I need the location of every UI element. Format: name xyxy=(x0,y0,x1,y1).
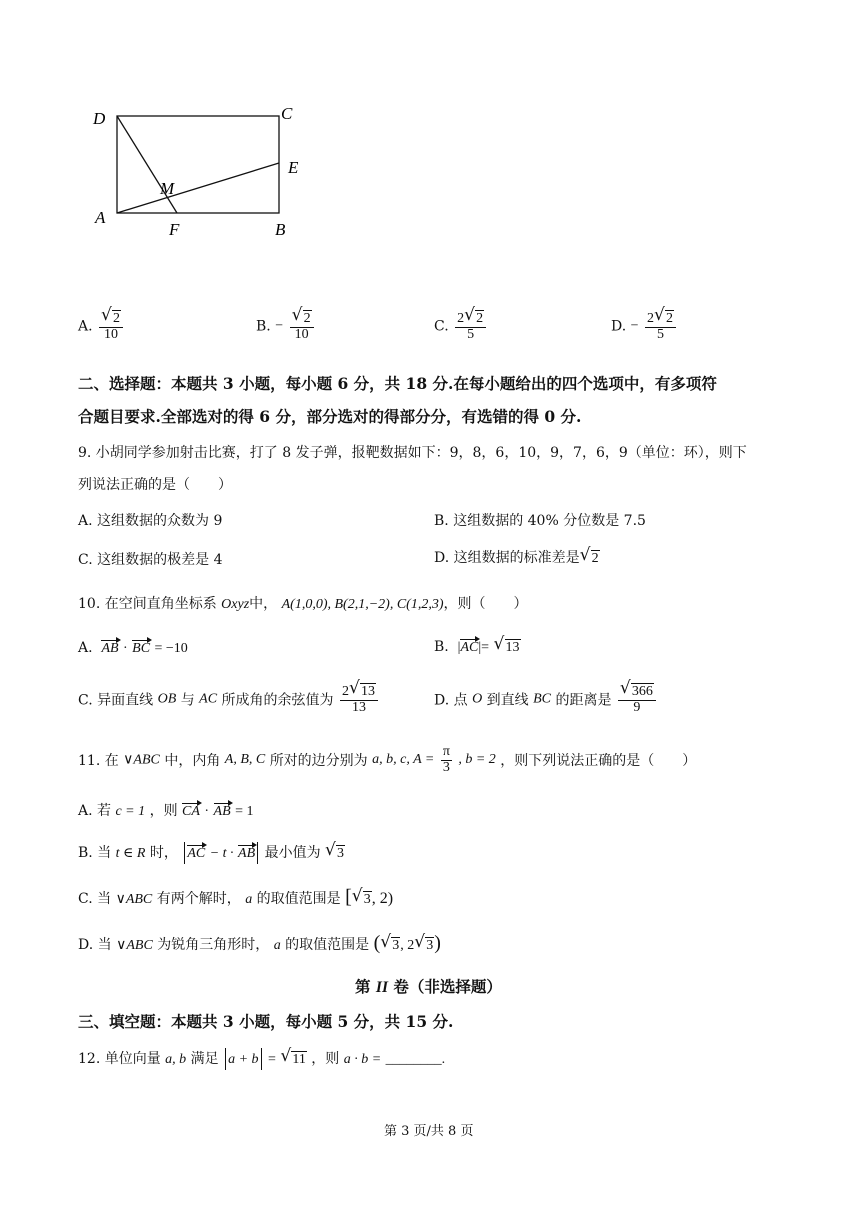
label-m: M xyxy=(160,179,175,198)
q8-option-d: D. − 2 √ 2 5 xyxy=(611,310,678,343)
part2-heading: 第 II 卷（非选择题） xyxy=(355,977,502,996)
q8-option-b: B. − √ 2 10 xyxy=(256,310,316,343)
q8-option-c: C. 2 √ 2 5 xyxy=(434,310,488,343)
q10-option-b: B. |AC|= √ 13 xyxy=(434,634,520,655)
q10-option-a: A. AB · BC = −10 xyxy=(78,640,188,656)
q9-stem-line1: 9. 小胡同学参加射击比赛，打了 8 发子弹，报靶数据如下：9，8，6，10，9，7，6，9（单位：环），则下 xyxy=(78,445,747,461)
q9-option-d: D. 这组数据的标准差是 √ 2 xyxy=(434,545,599,566)
label-c: C xyxy=(281,104,293,123)
rectangle-figure xyxy=(85,100,315,250)
label-d: D xyxy=(93,109,106,128)
segment-ae xyxy=(117,163,279,213)
page-footer: 第 3 页/共 8 页 xyxy=(384,1124,474,1139)
segment-df xyxy=(117,116,177,213)
q10-stem: 10. 在空间直角坐标系 Oxyz中， A(1,0,0), B(2,1,−2), C(1,2,3)，则（ ） xyxy=(78,596,528,612)
q8-option-a: A. √ 2 10 xyxy=(78,310,125,343)
label-e: E xyxy=(288,158,299,177)
label-b: B xyxy=(275,220,286,239)
q11-option-b: B. 当 t ∈ R 时， AC − t · AB 最小值为 √ 3 xyxy=(78,842,345,864)
rectangle-abcd xyxy=(117,116,279,213)
q9-stem-line2: 列说法正确的是（ ） xyxy=(78,477,232,493)
label-a: A xyxy=(95,208,106,227)
section2-line2: 合题目要求.全部选对的得 6 分，部分选对的得部分分，有选错的得 0 分. xyxy=(78,407,582,426)
q12-stem: 12. 单位向量 a, b 满足 a + b = √ 11 ，则 a · b = ________. xyxy=(78,1048,445,1070)
section3-heading: 三、填空题：本题共 3 小题，每小题 5 分，共 15 分. xyxy=(78,1012,454,1031)
q11-stem: 11. 在 ∨ABC 中，内角 A, B, C 所对的边分别为 a, b, c, A = $\frac{\pi}{3}$ , b = 2 ，则下列说法正确的是（ ） xyxy=(78,744,697,775)
q11-option-a: A. 若 c = 1 ，则 CA · AB = 1 xyxy=(78,803,254,819)
q9-option-b: B. 这组数据的 40% 分位数是 7.5 xyxy=(434,513,646,529)
section2-line1: 二、选择题：本题共 3 小题，每小题 6 分，共 18 分.在每小题给出的四个选项中，有多项符 xyxy=(78,374,717,393)
label-f: F xyxy=(169,220,180,239)
q11-option-c: C. 当 ∨ABC 有两个解时， a 的取值范围是 [ √ 3, 2) xyxy=(78,886,394,908)
q9-option-a: A. 这组数据的众数为 9 xyxy=(78,513,223,529)
q10-option-c: C. 异面直线 OB 与 AC 所成角的余弦值为 2 √ 13 13 xyxy=(78,683,380,716)
q10-option-d: D. 点 O 到直线 BC 的距离是 √ 366 9 xyxy=(434,683,658,716)
q9-option-c: C. 这组数据的极差是 4 xyxy=(78,552,223,568)
q11-option-d: D. 当 ∨ABC 为锐角三角形时， a 的取值范围是 ( √ 3, 2 √ 3) xyxy=(78,932,441,954)
